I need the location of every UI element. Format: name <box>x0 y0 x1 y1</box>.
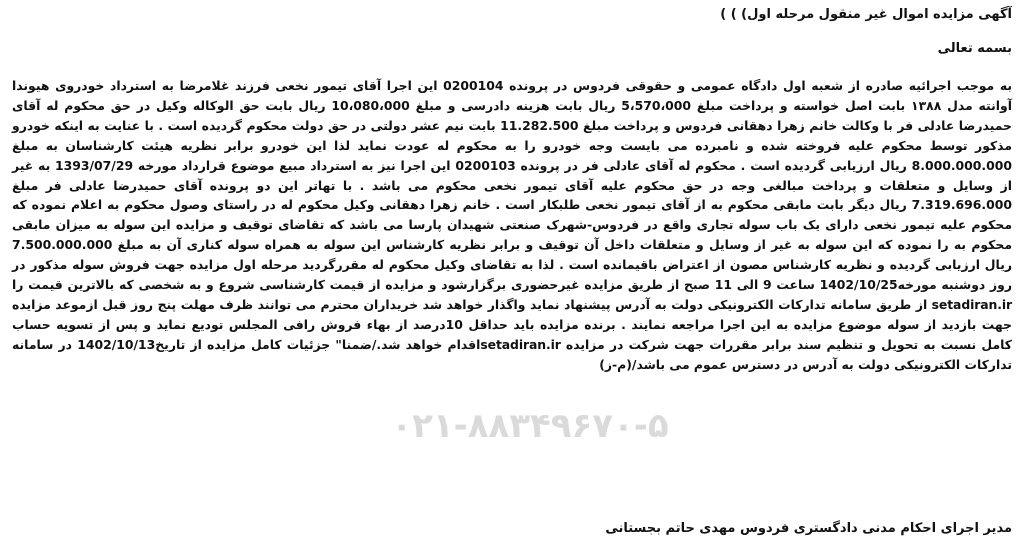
notice-signature: مدیر اجرای احکام مدنی دادگستری فردوس مهدی حاتم بجستانی <box>605 521 1012 536</box>
phone-watermark: ۰۲۱-۸۸۳۴۹۶۷۰-۵ <box>391 406 669 446</box>
notice-greeting: بسمه تعالی <box>937 41 1012 56</box>
notice-title: آگهی مزایده اموال غیر منقول مرحله اول) ) ) <box>720 7 1012 22</box>
notice-body: به موجب اجرائیه صادره از شعبه اول دادگاه عمومی و حقوقی فردوس در پرونده 0200104 این اجرا آقای تیمور نخعی فرزند غلامرضا به استرداد خودروی هیوندا آوانته مدل ۱۳۸۸ بابت اصل خواسته و پرداخت مبلغ 5،570،000 ریال بابت هزینه دادرسی و مبلغ 10،080،000 ریال بابت حق الوکاله وکیل در حق محکوم له آقای حمیدرضا عادلی فر با وکالت خانم زهرا دهقانی فردوس و پرداخت مبلغ 11.282.500 بابت نیم عشر دولتی در حق دولت محکوم گردیده است . با عنایت به اینکه خودرو مذکور توسط محکوم علیه فروخته شده و نامبرده می بایست وجه خودرو را به محکوم له عودت نماید لذا این خودرو برابر نظریه هیئت کارشناسان به مبلغ 8.000.000.000 ریال ارزیابی گردیده است . محکوم له آقای عادلی فر در پرونده 0200103 این اجرا نیز به استرداد مبیع موضوع قرارداد مورخه 1393/07/29 به غیر از وسایل و متعلقات و پرداخت مبالغی وجه در حق محکوم علیه آقای تیمور نخعی محکوم می باشد . با تهاتر این دو پرونده آقای حمیدرضا عادلی فر مبلغ 7.319.696.000 ریال دیگر بابت مابقی محکوم به از آقای تیمور نخعی طلبکار است . خانم زهرا دهقانی وکیل محکوم له در راستای وصول محکوم به اعلام نموده که محکوم علیه تیمور نخعی دارای یک باب سوله تجاری واقع در فردوس-شهرک صنعتی شهیدان پارسا می باشد که تقاضای توقیف و مزایده این سوله به میزان مابقی محکوم به را نموده که این سوله به غیر از وسایل و متعلقات داخل آن توقیف و برابر نظریه کارشناس این سوله به همراه سوله کناری آن به مبلغ 7.500.000.000 ریال ارزیابی گردیده و نظریه کارشناس مصون از اعتراض باقیمانده است . لذا به تقاضای وکیل محکوم له مقررگردید مرحله اول مزایده جهت فروش سوله مذکور در روز دوشنبه مورخه1402/10/25 ساعت 9 الی 11 صبح از طریق مزایده غیرحضوری برگزارشود و مزایده از قیمت کارشناسی شروع و به شخصی که بالاترین قیمت را setadiran.ir از طریق سامانه تدارکات الکترونیکی دولت به آدرس پیشنهاد نماید واگذار خواهد شد خریداران محترم می توانند ظرف مهلت پنج روز قبل ازموعد مزایده جهت بازدید از سوله موضوع مزایده به این اجرا مراجعه نمایند . برنده مزایده باید حداقل 10درصد از بهاء فروش رافی المجلس تودیع نماید و پس از تسویه حساب کامل نسبت به تحویل و تنظیم سند برابر مقررات جهت شرکت در مزایده setadiran.irاقدام خواهد شد./ضمنا" جزئیات کامل مزایده از تاریخ1402/10/13 در سامانه تدارکات الکترونیکی دولت به آدرس در دسترس عموم می باشد/(م-ز) <box>12 78 1012 372</box>
